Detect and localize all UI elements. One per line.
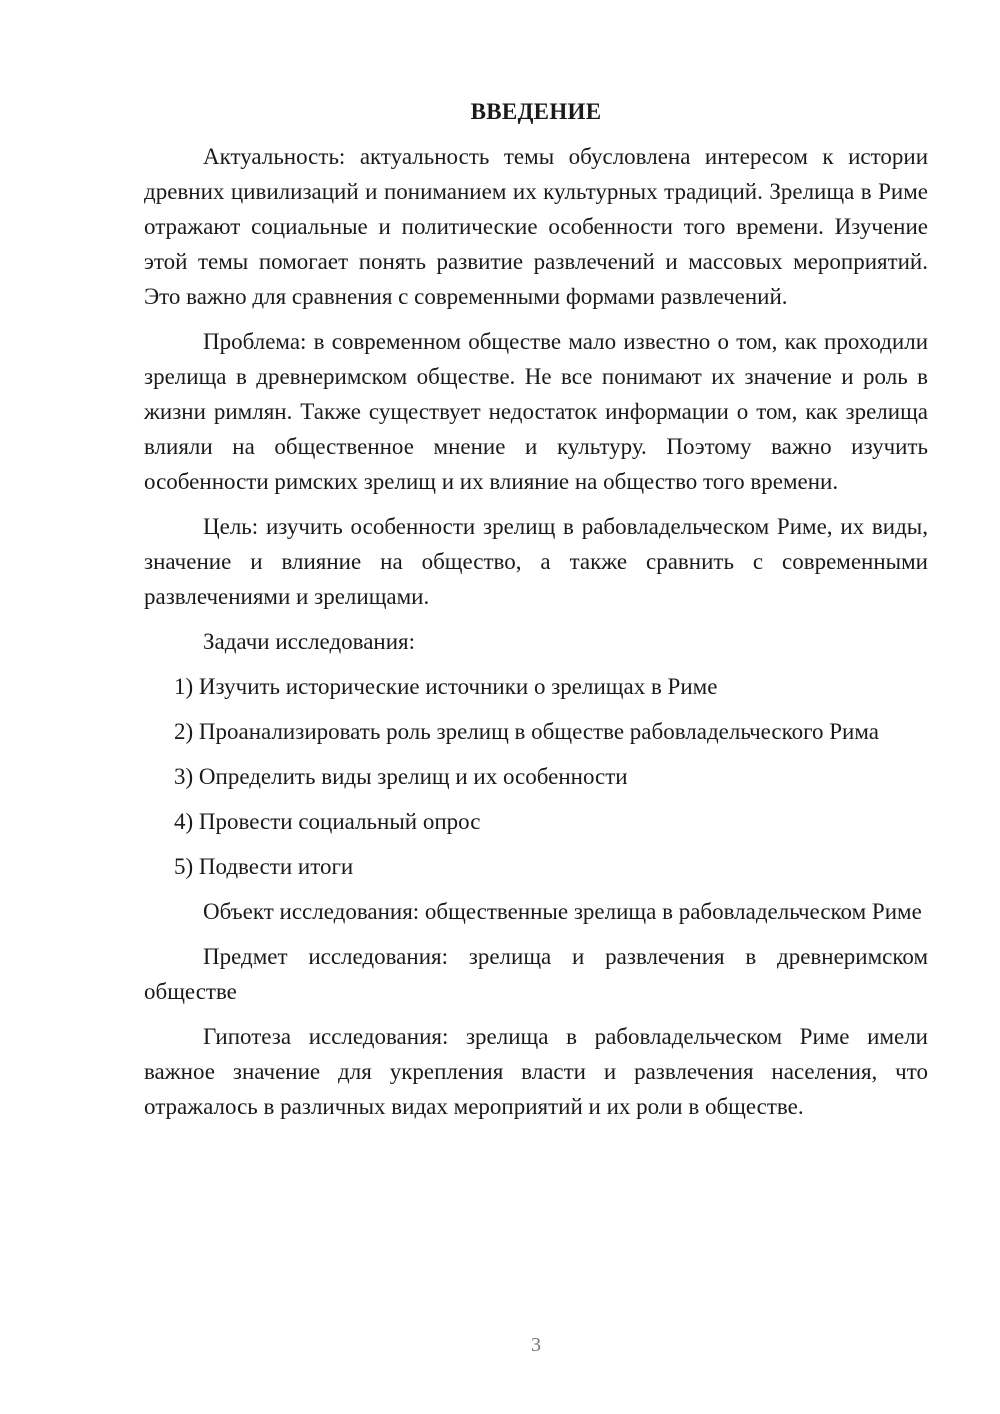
problem-paragraph: Проблема: в современном обществе мало известно о том, как проходили зрелища в древнеримском обществе. Не все понимают их значение и роль в жизни римлян. Также существует недостаток информации о том, как зрелища влияли на общественное мнение и культуру. Поэтому важно изучить особенности римских зрелищ и их влияние на общество того времени. [144,329,928,494]
task-item: 5) Подвести итоги [174,854,354,879]
hypothesis-paragraph: Гипотеза исследования: зрелища в рабовладельческом Риме имели важное значение для укрепления власти и развлечения населения, что отражалось в различных видах мероприятий и их роли в обществе. [144,1024,928,1119]
tasks-heading: Задачи исследования: [203,629,416,654]
page-number: 3 [531,1334,541,1356]
page-title: ВВЕДЕНИЕ [470,99,602,124]
relevance-paragraph: Актуальность: актуальность темы обусловлена интересом к истории древних цивилизаций и пониманием их культурных традиций. Зрелища в Риме отражают социальные и политические особенности того времени. Изучение этой темы помогает понять развитие развлечений и массовых мероприятий. Это важно для сравнения с современными формами развлечений. [144,144,928,309]
task-item: 3) Определить виды зрелищ и их особенности [174,764,628,789]
task-item: 1) Изучить исторические источники о зрелищах в Риме [174,674,718,699]
task-item: 2) Проанализировать роль зрелищ в обществе рабовладельческого Рима [174,719,879,744]
object-paragraph: Объект исследования: общественные зрелища в рабовладельческом Риме [203,899,922,924]
subject-paragraph: Предмет исследования: зрелища и развлечения в древнеримском обществе [144,944,928,1004]
page-content [144,94,928,1134]
task-item: 4) Провести социальный опрос [174,809,481,834]
goal-paragraph: Цель: изучить особенности зрелищ в рабовладельческом Риме, их виды, значение и влияние на общество, а также сравнить с современными развлечениями и зрелищами. [144,514,928,609]
